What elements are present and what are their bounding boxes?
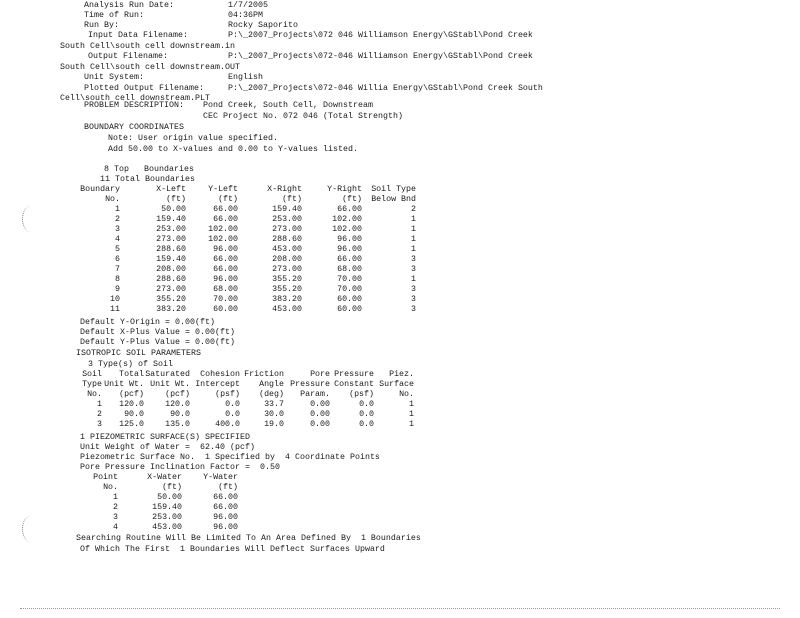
column-header: (ft): [282, 195, 302, 204]
header-value: P:\_2007_Projects\072-046 Willia Energy\GStabl\Pond Creek South: [228, 84, 543, 93]
punch-hole-mark: [22, 206, 39, 232]
column-header: X-Left: [156, 185, 186, 194]
table-cell: 2: [411, 205, 416, 214]
table-cell: 355.20: [156, 295, 186, 304]
table-cell: 2: [115, 215, 120, 224]
table-cell: 66.00: [213, 265, 238, 274]
table-cell: 125.0: [119, 420, 144, 429]
column-header: Point: [93, 473, 118, 482]
column-header: Boundary: [80, 185, 120, 194]
soil-row: [80, 420, 414, 430]
table-cell: 1: [409, 400, 414, 409]
piezo-row: [88, 503, 238, 513]
header-label: Unit System:: [84, 73, 144, 82]
punch-hole-mark: [22, 516, 39, 542]
boundary-row: [80, 205, 416, 215]
table-cell: 19.0: [264, 420, 284, 429]
default-x-plus: Default X-Plus Value = 0.00(ft): [80, 328, 235, 337]
piezo-row: [88, 513, 238, 523]
column-header: Total: [119, 370, 144, 379]
boundary-row: [80, 225, 416, 235]
column-header: Saturated: [145, 370, 190, 379]
header-value: 1/7/2005: [228, 1, 268, 10]
column-header: (ft): [218, 483, 238, 492]
table-cell: 0.0: [359, 410, 374, 419]
boundary-row: [80, 245, 416, 255]
soil-row: [80, 410, 414, 420]
table-cell: 135.0: [165, 420, 190, 429]
header-value: P:\_2007_Projects\072 046 Williamson Energy\GStabl\Pond Creek: [228, 31, 533, 40]
table-cell: 4: [113, 523, 118, 532]
table-cell: 90.0: [170, 410, 190, 419]
boundary-row: [80, 285, 416, 295]
column-header: (ft): [342, 195, 362, 204]
boundary-row: [80, 265, 416, 275]
table-cell: 288.60: [156, 275, 186, 284]
pore-pressure-inclination: Pore Pressure Inclination Factor = 0.50: [80, 463, 280, 472]
table-cell: 453.00: [272, 305, 302, 314]
header-value: P:\_2007_Projects\072-046 Williamson Energy\GStabl\Pond Creek: [228, 52, 533, 61]
column-header: Cohesion: [200, 370, 240, 379]
column-header: Piez.: [389, 370, 414, 379]
deflect-note: Of Which The First 1 Boundaries Will Deflect Surfaces Upward: [80, 545, 385, 554]
table-cell: 70.00: [337, 285, 362, 294]
table-cell: 68.00: [337, 265, 362, 274]
column-header: Type: [82, 380, 102, 389]
soil-row: [80, 400, 414, 410]
soil-parameters-table: [80, 370, 414, 430]
soil-types-count: 3 Type(s) of Soil: [88, 360, 173, 369]
origin-note: Note: User origin value specified.: [108, 134, 278, 143]
table-cell: 90.0: [124, 410, 144, 419]
column-header: X-Right: [267, 185, 302, 194]
table-cell: 253.00: [272, 215, 302, 224]
column-header: No.: [399, 390, 414, 399]
header-value: Cell\south cell downstream.PLT: [60, 94, 210, 103]
column-header: Y-Water: [203, 473, 238, 482]
column-header: Y-Right: [327, 185, 362, 194]
table-cell: 355.20: [272, 275, 302, 284]
table-cell: 8: [115, 275, 120, 284]
column-header: (pcf): [119, 390, 144, 399]
column-header: Param.: [300, 390, 330, 399]
top-boundaries-count: 8 Top Boundaries: [104, 165, 194, 174]
table-header-row: [88, 473, 238, 483]
header-label: Time of Run:: [84, 11, 144, 20]
column-header: Pressure: [334, 370, 374, 379]
table-cell: 66.00: [337, 205, 362, 214]
column-header: (ft): [218, 195, 238, 204]
table-cell: 400.0: [215, 420, 240, 429]
boundary-row: [80, 215, 416, 225]
table-header-row: [80, 370, 414, 380]
column-header: Surface: [379, 380, 414, 389]
piezo-row: [88, 493, 238, 503]
table-cell: 60.00: [213, 305, 238, 314]
table-cell: 3: [115, 225, 120, 234]
table-cell: 66.00: [213, 255, 238, 264]
table-cell: 50.00: [157, 493, 182, 502]
column-header: Unit Wt.: [104, 380, 144, 389]
table-cell: 453.00: [272, 245, 302, 254]
table-cell: 4: [115, 235, 120, 244]
table-cell: 66.00: [213, 215, 238, 224]
column-header: Unit Wt.: [150, 380, 190, 389]
table-cell: 102.00: [332, 225, 362, 234]
offset-note: Add 50.00 to X-values and 0.00 to Y-values listed.: [108, 145, 358, 154]
table-cell: 66.00: [213, 503, 238, 512]
table-cell: 3: [411, 305, 416, 314]
boundary-row: [80, 295, 416, 305]
column-header: Soil: [82, 370, 102, 379]
table-cell: 3: [411, 295, 416, 304]
column-header: Soil Type: [371, 185, 416, 194]
table-cell: 50.00: [161, 205, 186, 214]
table-cell: 96.00: [213, 245, 238, 254]
table-cell: 10: [110, 295, 120, 304]
header-label: Run By:: [84, 21, 119, 30]
table-cell: 1: [115, 205, 120, 214]
table-cell: 208.00: [272, 255, 302, 264]
table-cell: 3: [411, 265, 416, 274]
header-label: Output Filename:: [88, 52, 168, 61]
table-cell: 0.00: [310, 420, 330, 429]
table-cell: 66.00: [213, 493, 238, 502]
table-cell: 102.00: [208, 235, 238, 244]
header-value: Rocky Saporito: [228, 21, 298, 30]
table-cell: 0.0: [225, 400, 240, 409]
column-header: (ft): [162, 483, 182, 492]
default-y-plus: Default Y-Plus Value = 0.00(ft): [80, 338, 235, 347]
column-header: (psf): [215, 390, 240, 399]
header-label: Input Data Filename:: [88, 31, 188, 40]
scan-edge-dots: [20, 604, 780, 609]
header-label: Analysis Run Date:: [84, 1, 174, 10]
table-cell: 1: [409, 420, 414, 429]
table-header-row: [80, 390, 414, 400]
table-cell: 273.00: [156, 285, 186, 294]
table-cell: 120.0: [119, 400, 144, 409]
table-cell: 1: [411, 215, 416, 224]
piezometric-points-table: [88, 473, 238, 533]
column-header: (deg): [259, 390, 284, 399]
table-header-row: [88, 483, 238, 493]
boundary-coordinates-heading: BOUNDARY COORDINATES: [84, 123, 184, 132]
table-cell: 0.00: [310, 400, 330, 409]
boundary-row: [80, 275, 416, 285]
column-header: Pressure: [290, 380, 330, 389]
table-cell: 1: [411, 235, 416, 244]
table-cell: 11: [110, 305, 120, 314]
water-unit-weight: Unit Weight of Water = 62.40 (pcf): [80, 443, 255, 452]
column-header: (ft): [166, 195, 186, 204]
boundary-row: [80, 305, 416, 315]
table-cell: 70.00: [213, 295, 238, 304]
table-cell: 288.60: [272, 235, 302, 244]
column-header: No.: [103, 483, 118, 492]
problem-description-line2: CEC Project No. 072 046 (Total Strength): [203, 112, 403, 121]
table-cell: 159.40: [272, 205, 302, 214]
column-header: X-Water: [147, 473, 182, 482]
table-cell: 288.60: [156, 245, 186, 254]
table-cell: 253.00: [152, 513, 182, 522]
table-cell: 66.00: [337, 255, 362, 264]
table-cell: 70.00: [337, 275, 362, 284]
table-cell: 273.00: [156, 235, 186, 244]
table-cell: 159.40: [156, 255, 186, 264]
table-cell: 1: [411, 245, 416, 254]
piezometric-surface-spec: Piezometric Surface No. 1 Specified by 4 Coordinate Points: [80, 453, 380, 462]
table-cell: 159.40: [156, 215, 186, 224]
table-cell: 33.7: [264, 400, 284, 409]
table-cell: 273.00: [272, 265, 302, 274]
table-cell: 3: [411, 285, 416, 294]
table-cell: 2: [113, 503, 118, 512]
problem-description-label: PROBLEM DESCRIPTION:: [84, 101, 184, 110]
header-value: South Cell\south cell downstream.OUT: [60, 63, 240, 72]
table-cell: 102.00: [332, 215, 362, 224]
table-cell: 66.00: [213, 205, 238, 214]
table-cell: 68.00: [213, 285, 238, 294]
table-cell: 0.00: [310, 410, 330, 419]
column-header: No.: [87, 390, 102, 399]
table-cell: 96.00: [213, 523, 238, 532]
table-cell: 383.20: [272, 295, 302, 304]
search-limit-note: Searching Routine Will Be Limited To An Area Defined By 1 Boundaries: [76, 534, 421, 543]
column-header: (pcf): [165, 390, 190, 399]
table-cell: 0.0: [359, 420, 374, 429]
table-header-row: [80, 185, 416, 195]
table-cell: 60.00: [337, 295, 362, 304]
column-header: Constant: [334, 380, 374, 389]
table-cell: 355.20: [272, 285, 302, 294]
column-header: No.: [105, 195, 120, 204]
table-cell: 3: [97, 420, 102, 429]
table-cell: 5: [115, 245, 120, 254]
table-cell: 6: [115, 255, 120, 264]
column-header: (psf): [349, 390, 374, 399]
table-cell: 102.00: [208, 225, 238, 234]
piezo-row: [88, 523, 238, 533]
column-header: Angle: [259, 380, 284, 389]
table-header-row: [80, 195, 416, 205]
default-y-origin: Default Y-Origin = 0.00(ft): [80, 318, 215, 327]
table-cell: 96.00: [337, 245, 362, 254]
table-cell: 2: [97, 410, 102, 419]
column-header: Friction: [244, 370, 284, 379]
boundary-row: [80, 255, 416, 265]
table-cell: 30.0: [264, 410, 284, 419]
table-cell: 1: [411, 275, 416, 284]
table-cell: 96.00: [213, 513, 238, 522]
table-cell: 96.00: [213, 275, 238, 284]
header-value: 04:36PM: [228, 11, 263, 20]
table-cell: 0.0: [359, 400, 374, 409]
boundary-coordinates-table: [80, 185, 416, 315]
table-cell: 96.00: [337, 235, 362, 244]
problem-description-line1: Pond Creek, South Cell, Downstream: [203, 101, 373, 110]
table-cell: 453.00: [152, 523, 182, 532]
table-cell: 0.0: [225, 410, 240, 419]
table-cell: 7: [115, 265, 120, 274]
table-header-row: [80, 380, 414, 390]
column-header: Intercept: [195, 380, 240, 389]
table-cell: 253.00: [156, 225, 186, 234]
table-cell: 1: [113, 493, 118, 502]
column-header: Pore: [310, 370, 330, 379]
total-boundaries-count: 11 Total Boundaries: [100, 175, 195, 184]
table-cell: 60.00: [337, 305, 362, 314]
header-value: English: [228, 73, 263, 82]
table-cell: 3: [411, 255, 416, 264]
table-cell: 208.00: [156, 265, 186, 274]
soil-parameters-heading: ISOTROPIC SOIL PARAMETERS: [76, 349, 201, 358]
piezometric-heading: 1 PIEZOMETRIC SURFACE(S) SPECIFIED: [80, 433, 250, 442]
table-cell: 1: [409, 410, 414, 419]
table-cell: 1: [411, 225, 416, 234]
table-cell: 3: [113, 513, 118, 522]
header-label: Plotted Output Filename:: [84, 84, 204, 93]
column-header: Y-Left: [208, 185, 238, 194]
boundary-row: [80, 235, 416, 245]
header-value: South Cell\south cell downstream.in: [60, 42, 235, 51]
table-cell: 273.00: [272, 225, 302, 234]
table-cell: 159.40: [152, 503, 182, 512]
table-cell: 120.0: [165, 400, 190, 409]
table-cell: 383.20: [156, 305, 186, 314]
column-header: Below Bnd: [371, 195, 416, 204]
table-cell: 9: [115, 285, 120, 294]
table-cell: 1: [97, 400, 102, 409]
